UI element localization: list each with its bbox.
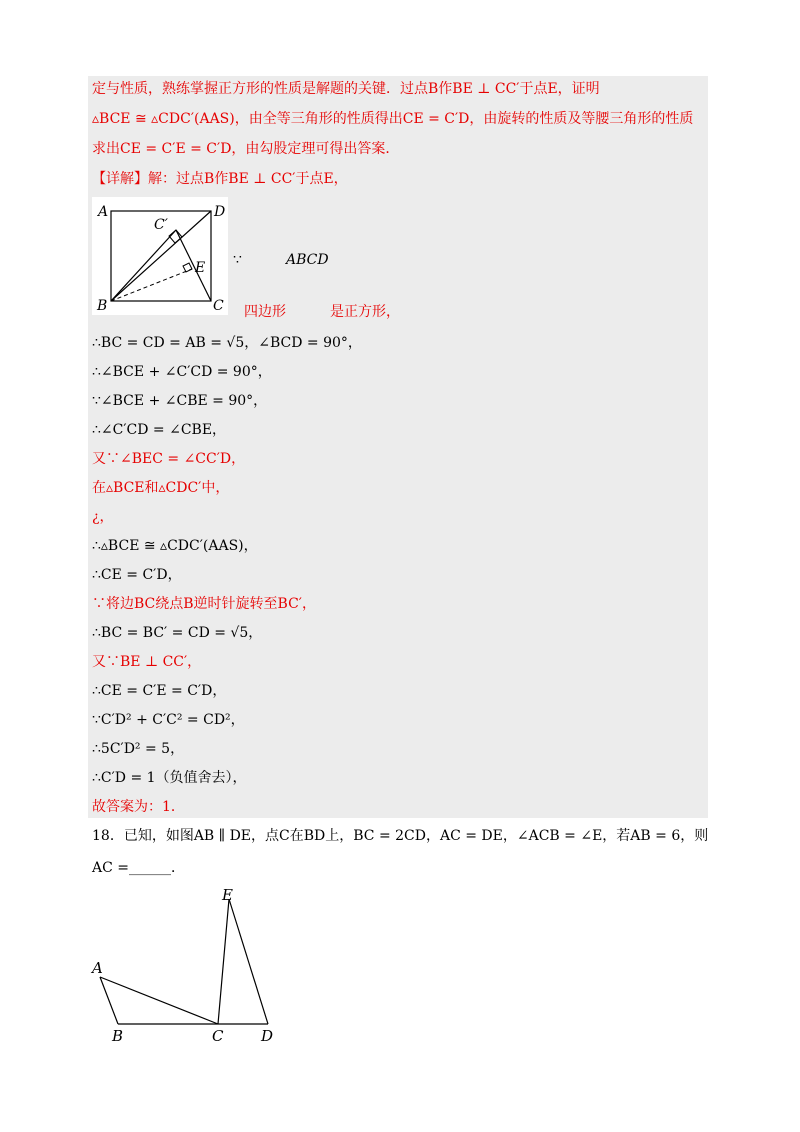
solution-step: 又∵∠BEC = ∠CC′D，: [92, 451, 246, 467]
solution-step: ∴▵BCE ≅ ▵CDC′(AAS)，: [92, 538, 258, 554]
analysis-line-1: 定与性质，熟练掌握正方形的性质是解题的关键．过点B作BE ⊥ CC′于点E，证明: [92, 81, 600, 97]
solution-step: ∴CE = C′E = C′D，: [92, 683, 227, 699]
solution-step: ¿，: [92, 509, 114, 525]
solution-step: ∴5C′D² = 5，: [92, 741, 185, 757]
label-B: B: [112, 1027, 124, 1042]
problem-line-2: AC =______．: [92, 860, 186, 876]
solution-step: ∵将边BC绕点B逆时针旋转至BC′，: [92, 596, 316, 612]
solution-step: 故答案为：1．: [92, 799, 185, 815]
label-E: E: [195, 260, 206, 276]
solution-step: 在▵BCE和▵CDC′中，: [92, 480, 230, 496]
solution-step: ∴C′D = 1（负值舍去），: [92, 770, 247, 786]
solution-step: ∴∠C′CD = ∠CBE，: [92, 422, 227, 438]
problem-line-1: 18．已知，如图AB ∥ DE，点C在BD上，BC = 2CD，AC = DE，∠ACB = ∠E，若AB = 6，则: [92, 828, 709, 844]
detail-heading: 【详解】解：过点B作BE ⊥ CC′于点E，: [92, 171, 348, 187]
analysis-line-3: 求出CE = C′E = C′D，由勾股定理可得出答案．: [92, 141, 400, 157]
label-E: E: [222, 886, 233, 904]
solution-step: ∴CE = C′D，: [92, 567, 182, 583]
solution-step: ∴BC = BC′ = CD = √5，: [92, 625, 263, 641]
label-C: C: [213, 298, 224, 314]
square-text-2: 是正方形，: [330, 304, 400, 320]
solution-step: 又∵BE ⊥ CC′，: [92, 654, 202, 670]
label-C: C: [212, 1027, 224, 1042]
label-A: A: [98, 204, 109, 220]
square-figure: [92, 197, 228, 315]
solution-step: ∵C′D² + C′C² = CD²，: [92, 712, 245, 728]
solution-step: ∴BC = CD = AB = √5，∠BCD = 90°，: [92, 335, 362, 351]
square-text-1: 四边形: [244, 304, 286, 320]
square-name: ABCD: [286, 252, 329, 268]
label-A: A: [92, 959, 103, 977]
label-Cprime: C′: [154, 217, 168, 233]
solution-step: ∵∠BCE + ∠CBE = 90°，: [92, 393, 268, 409]
triangle-figure: [88, 882, 288, 1042]
label-B: B: [97, 298, 108, 314]
label-D: D: [261, 1027, 274, 1042]
analysis-line-2: ▵BCE ≅ ▵CDC′(AAS)，由全等三角形的性质得出CE = C′D，由旋转的性质及等腰三角形的性质: [92, 111, 694, 127]
solution-step: ∴∠BCE + ∠C′CD = 90°，: [92, 364, 272, 380]
because-symbol: ∵: [233, 252, 242, 268]
label-D: D: [214, 204, 226, 220]
